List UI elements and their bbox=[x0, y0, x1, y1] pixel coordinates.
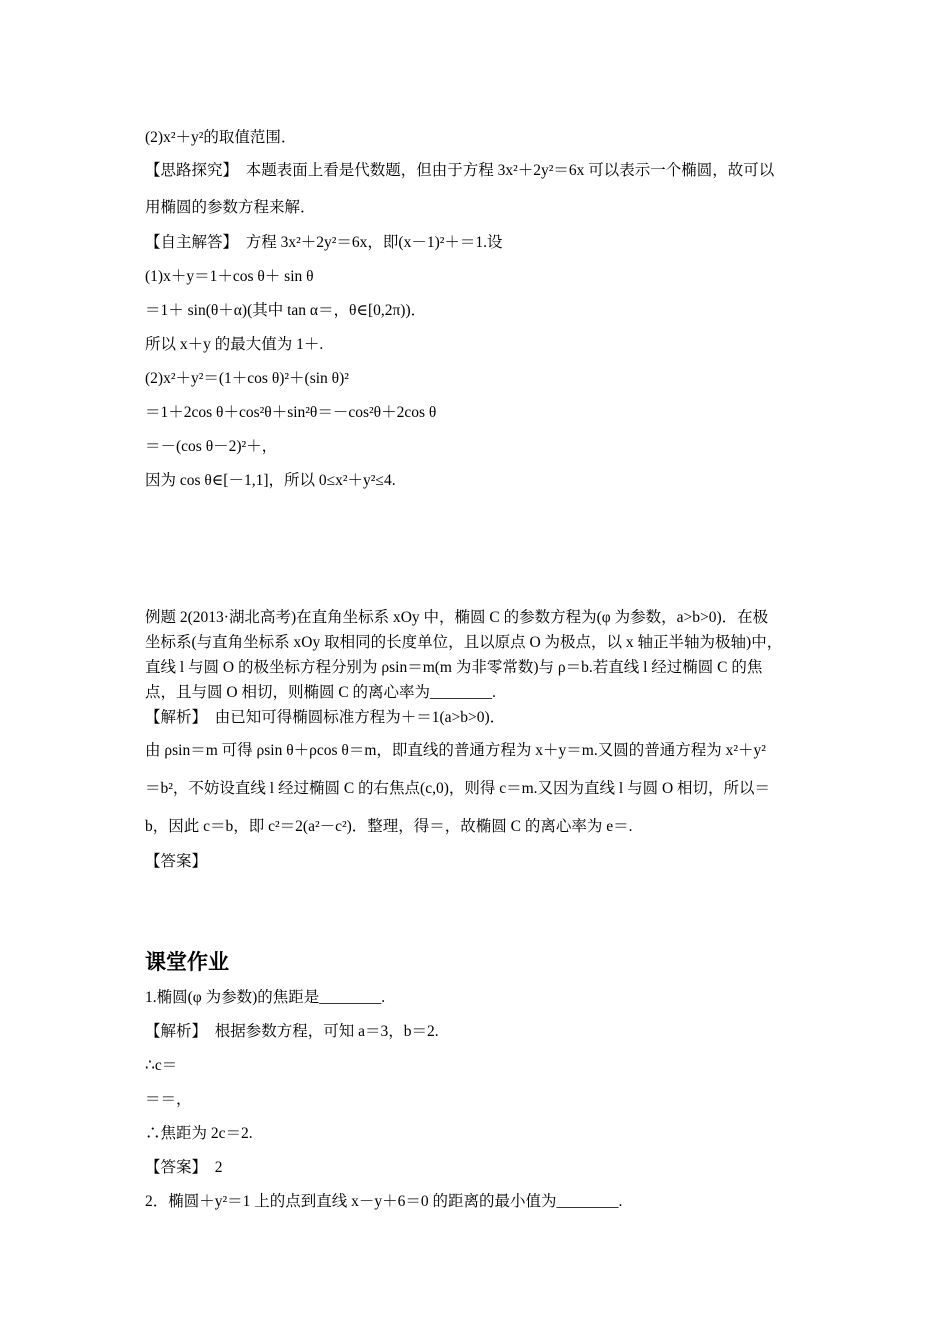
text-line: 所以 x＋y 的最大值为 1＋. bbox=[145, 336, 324, 353]
exercise-line: 【解析】 根据参数方程，可知 a＝3，b＝2. bbox=[145, 1023, 439, 1040]
text-line: (2)x²＋y²＝(1＋cos θ)²＋(sin θ)² bbox=[145, 370, 349, 387]
text-line: ＝1＋2cos θ＋cos²θ＋sin²θ＝－cos²θ＋2cos θ bbox=[145, 404, 437, 421]
text-line: 用椭圆的参数方程来解． bbox=[145, 199, 316, 216]
exercise-line: ＝＝， bbox=[145, 1091, 192, 1108]
exercise-line: 1.椭圆(φ 为参数)的焦距是________. bbox=[145, 989, 386, 1006]
text-line: 【思路探究】 本题表面上看是代数题，但由于方程 3x²＋2y²＝6x 可以表示一个椭圆，故可以 bbox=[145, 162, 775, 179]
solution-line: ＝b²，不妨设直线 l 经过椭圆 C 的右焦点(c,0)，则得 c＝m.又因为直线 l 与圆 O 相切，所以＝ bbox=[145, 780, 771, 797]
example-line: 坐标系(与直角坐标系 xOy 取相同的长度单位，且以原点 O 为极点，以 x 轴正半轴为极轴)中， bbox=[145, 634, 783, 651]
exercise-line: 2．椭圆＋y²＝1 上的点到直线 x－y＋6＝0 的距离的最小值为________. bbox=[145, 1193, 623, 1210]
example-line: 点，且与圆 O 相切，则椭圆 C 的离心率为________. bbox=[145, 684, 496, 701]
answer-label: 【答案】 bbox=[145, 853, 208, 870]
section-heading: 课堂作业 bbox=[145, 950, 229, 974]
text-line: (2)x²＋y²的取值范围． bbox=[145, 129, 297, 146]
text-line: ＝－(cos θ－2)²＋， bbox=[145, 438, 278, 455]
solution-line: b，因此 c＝b，即 c²＝2(a²－c²)．整理，得＝，故椭圆 C 的离心率为 e＝. bbox=[145, 818, 633, 835]
text-line: ＝1＋ sin(θ＋α)(其中 tan α＝，θ∈[0,2π))． bbox=[145, 302, 427, 319]
exercise-line: ∴焦距为 2c＝2. bbox=[145, 1125, 253, 1142]
exercise-line: ∴c＝ bbox=[145, 1057, 178, 1074]
text-line: 【自主解答】 方程 3x²＋2y²＝6x，即(x－1)²＋＝1.设 bbox=[145, 234, 503, 251]
solution-line: 由 ρsin＝m 可得 ρsin θ＋ρcos θ＝m，即直线的普通方程为 x＋y＝m.又圆的普通方程为 x²＋y² bbox=[145, 742, 766, 759]
example-line: 直线 l 与圆 O 的极坐标方程分别为 ρsin＝m(m 为非零常数)与 ρ＝b.若直线 l 经过椭圆 C 的焦 bbox=[145, 659, 763, 676]
text-line: 因为 cos θ∈[－1,1]，所以 0≤x²＋y²≤4. bbox=[145, 472, 396, 489]
example-line: 例题 2(2013·湖北高考)在直角坐标系 xOy 中，椭圆 C 的参数方程为(φ 为参数，a>b>0)．在极 bbox=[145, 609, 769, 626]
answer-line: 【答案】 2 bbox=[145, 1159, 223, 1176]
text-line: (1)x＋y＝1＋cos θ＋ sin θ bbox=[145, 268, 314, 285]
solution-line: 【解析】 由已知可得椭圆标准方程为＋＝1(a>b>0)． bbox=[145, 709, 506, 726]
